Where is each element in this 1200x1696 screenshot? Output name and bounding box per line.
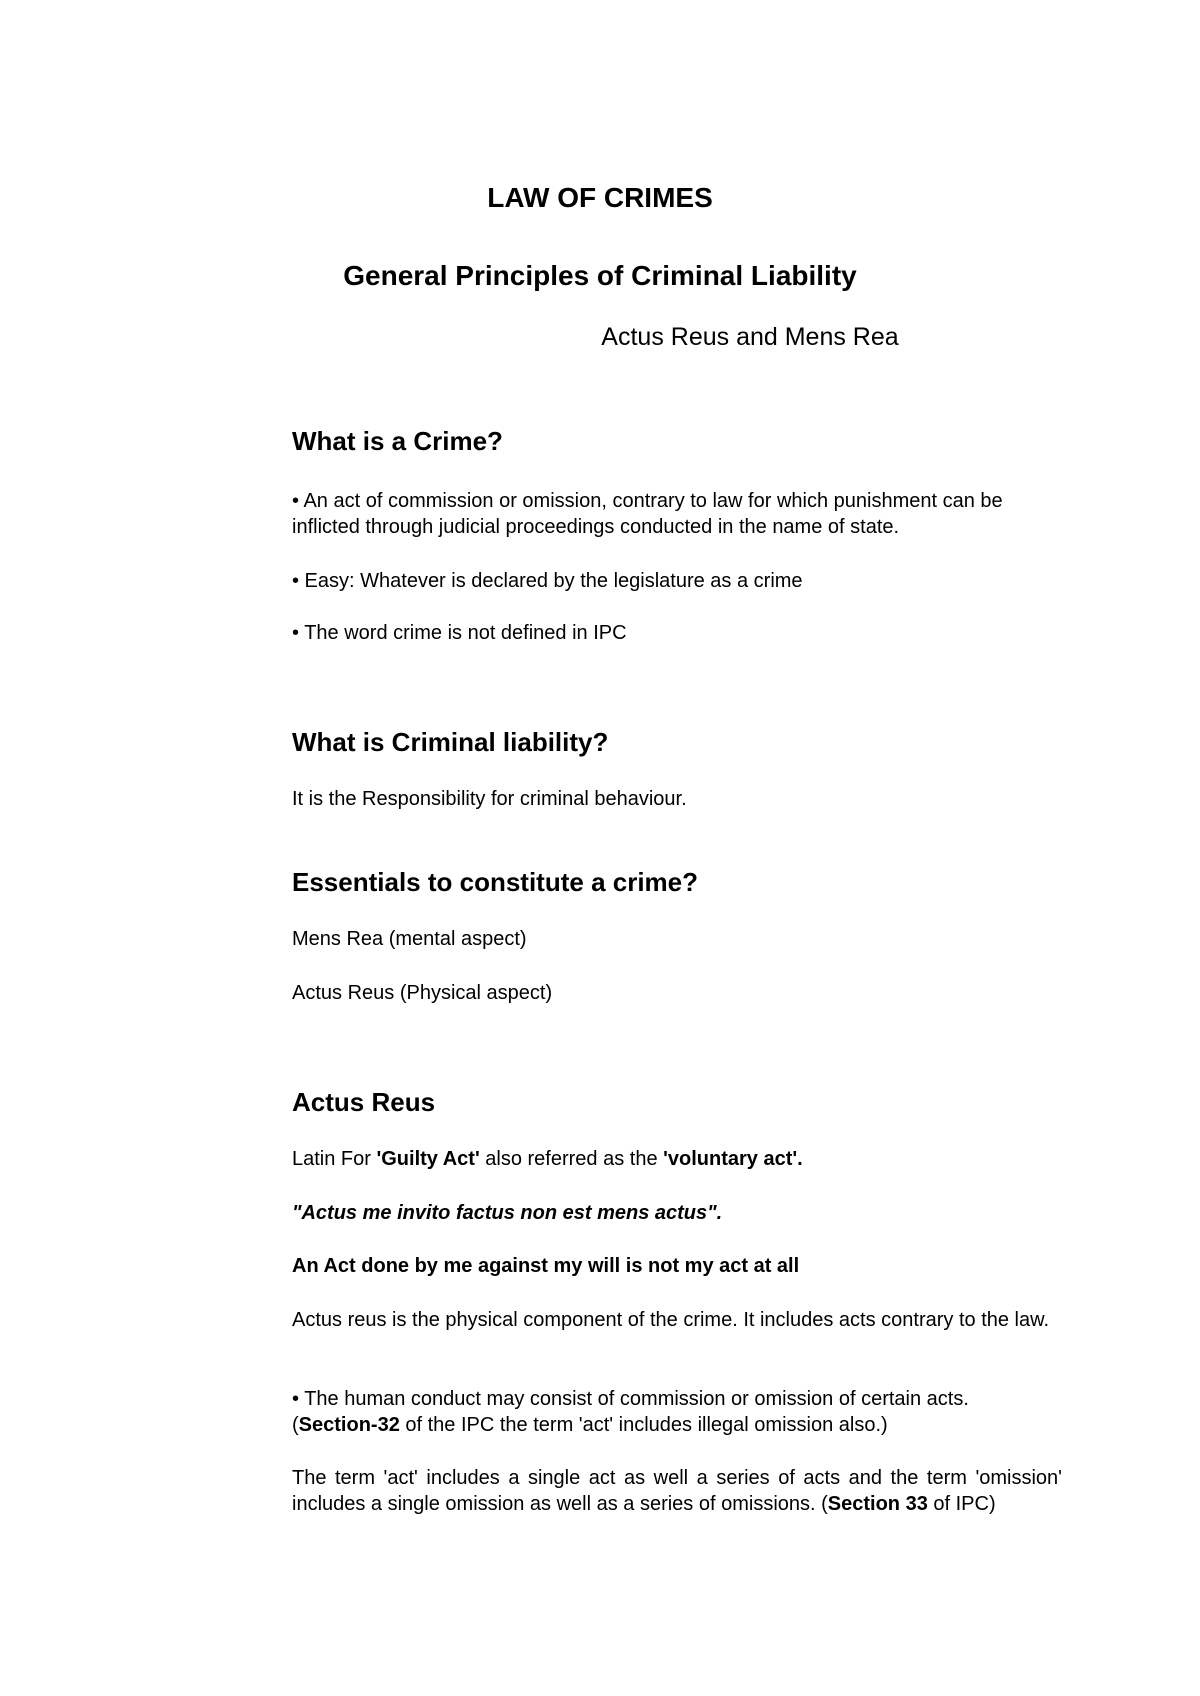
latin-end: . bbox=[797, 1148, 803, 1170]
actus-term-definition bbox=[292, 1465, 1062, 1517]
heading-criminal-liability: What is Criminal liability? bbox=[292, 727, 609, 757]
latin-prefix: Latin For bbox=[292, 1148, 377, 1170]
heading-what-is-crime: What is a Crime? bbox=[292, 426, 503, 456]
crime-bullet-definition: • An act of commission or omission, contrary to law for which punishment can be inflicted through judicial proceedings conducted in the name of state. bbox=[292, 490, 1003, 538]
sec32-open: ( bbox=[292, 1414, 299, 1436]
document-topic: Actus Reus and Mens Rea bbox=[601, 323, 899, 351]
document-subtitle: General Principles of Criminal Liability bbox=[343, 260, 857, 291]
liability-text: It is the Responsibility for criminal behaviour. bbox=[292, 788, 687, 810]
actus-latin-line bbox=[292, 1146, 1062, 1172]
essential-actus-reus: Actus Reus (Physical aspect) bbox=[292, 982, 553, 1004]
crime-bullet-ipc: • The word crime is not defined in IPC bbox=[292, 622, 627, 644]
conduct-text: • The human conduct may consist of commission or omission of certain acts. bbox=[292, 1388, 969, 1410]
section-33-ref: Section 33 bbox=[827, 1493, 928, 1515]
voluntary-act-term: 'voluntary act' bbox=[663, 1148, 798, 1170]
maxim-translation: An Act done by me against my will is not my act at all bbox=[292, 1255, 800, 1277]
actus-physical-component: Actus reus is the physical component of the crime. It includes acts contrary to the law. bbox=[292, 1309, 1050, 1331]
heading-actus-reus: Actus Reus bbox=[292, 1087, 436, 1117]
section-32-ref: Section-32 bbox=[298, 1414, 400, 1436]
crime-bullet-easy: • Easy: Whatever is declared by the legislature as a crime bbox=[292, 570, 803, 592]
term-text: The term 'act' includes a single act as well a series of acts and the term 'omission' includes a single omission as well as a series of omissions. ( bbox=[292, 1467, 1062, 1515]
document-title: LAW OF CRIMES bbox=[487, 182, 713, 213]
actus-human-conduct bbox=[292, 1386, 1062, 1438]
essential-mens-rea: Mens Rea (mental aspect) bbox=[292, 928, 527, 950]
guilty-act-term: 'Guilty Act' bbox=[376, 1148, 480, 1170]
heading-essentials: Essentials to constitute a crime? bbox=[292, 867, 699, 897]
latin-maxim: "Actus me invito factus non est mens actus". bbox=[292, 1202, 723, 1224]
latin-middle: also referred as the bbox=[479, 1148, 664, 1170]
sec32-text: of the IPC the term 'act' includes illegal omission also.) bbox=[399, 1414, 888, 1436]
sec33-text: of IPC) bbox=[927, 1493, 996, 1515]
